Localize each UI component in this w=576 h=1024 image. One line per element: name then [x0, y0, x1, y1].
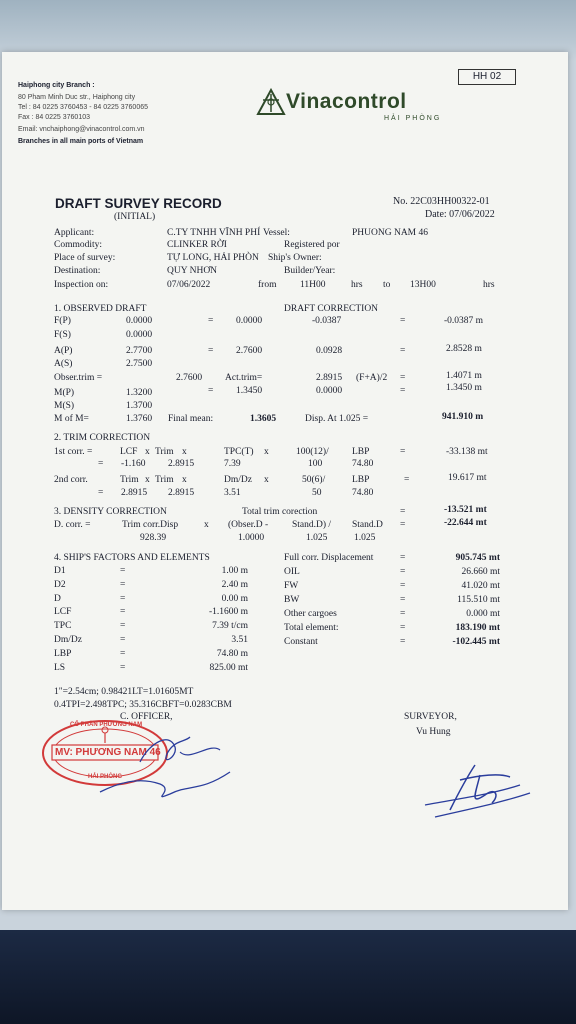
element-value: 26.660 mt [461, 567, 500, 577]
equals-sign: = [120, 635, 126, 645]
from-value: 11H00 [300, 280, 326, 290]
mom-value: 1.3760 [126, 414, 153, 424]
record-title: DRAFT SURVEY RECORD [55, 196, 222, 211]
background-table [0, 930, 576, 1024]
branch-email: Email: vnchaiphong@vinacontrol.com.vn [18, 126, 145, 133]
second-corr-label: 2nd corr. [54, 475, 88, 485]
element-label: FW [284, 581, 299, 591]
trim-heading: 2. TRIM CORRECTION [54, 433, 151, 443]
equals-sign: = [400, 346, 406, 356]
vessel-label: Vessel: [263, 228, 290, 238]
element-value: 905.745 mt [455, 553, 500, 563]
equals-sign: = [400, 553, 406, 563]
equals-sign: = [120, 579, 126, 590]
vessel-value: PHUONG NAM 46 [352, 228, 429, 238]
factor-value: 1.00 m [221, 566, 248, 576]
first-term: x [145, 447, 150, 457]
d-stand: Stand.D) / [292, 520, 332, 530]
inspection-value: 07/06/2022 [167, 280, 211, 290]
equals-sign: = [208, 316, 214, 326]
branch-list: Branches in all main ports of Vietnam [18, 138, 144, 145]
equals-sign: = [400, 386, 406, 396]
equals-sign: = [120, 621, 126, 632]
element-label: Total element: [284, 623, 339, 633]
equals-sign: = [120, 593, 126, 604]
act-trim-value: 2.8915 [316, 373, 343, 383]
owner-label: Ship's Owner: [268, 253, 322, 263]
first-lbp-label: LBP [352, 447, 370, 457]
equals-sign: = [400, 507, 406, 517]
factor-value: 3.51 [231, 635, 248, 645]
officer-signature [80, 722, 250, 812]
factor-label: LS [54, 662, 66, 673]
second-value: 2.8915 [121, 488, 148, 498]
f-mean: 0.0000 [236, 316, 263, 326]
logo-sub: HẢI PHÒNG [384, 115, 442, 122]
second-term: Trim [120, 475, 139, 485]
equals-sign: = [120, 566, 126, 576]
m-correction: 0.0000 [316, 386, 343, 396]
fp-label: F(P) [54, 316, 71, 326]
equals-sign: = [400, 567, 406, 577]
hrs-label-2: hrs [483, 280, 495, 290]
second-value: 3.51 [224, 488, 241, 498]
branch-name: Haiphong city Branch : [18, 82, 95, 89]
builder-label: Builder/Year: [284, 266, 336, 276]
equals-sign: = [400, 609, 406, 619]
first-term: LCF [120, 447, 138, 457]
act-trim-label: Act.trim= [225, 373, 263, 383]
element-value: 0.000 mt [466, 609, 500, 619]
factor-value: 7.39 t/cm [212, 621, 248, 632]
d-obs: (Obser.D - [228, 520, 269, 530]
equals-sign: = [400, 637, 406, 647]
second-term: x [182, 475, 187, 485]
surveyor-label: SURVEYOR, [404, 712, 457, 722]
d-corr-result: -22.644 mt [444, 518, 487, 528]
first-term: x [264, 447, 269, 457]
as-label: A(S) [54, 359, 73, 369]
stamp-bottom-text: HẢI PHÒNG [88, 774, 123, 780]
element-label: BW [284, 595, 300, 605]
ms-value: 1.3700 [126, 401, 153, 411]
factor-value: 825.00 mt [209, 662, 248, 673]
second-term: Trim [155, 475, 174, 485]
first-value: -1.160 [121, 459, 146, 469]
m-mean: 1.3450 [236, 386, 263, 396]
second-frac: 50(6)/ [302, 475, 326, 485]
destination-value: QUY NHƠN [167, 266, 218, 276]
first-den: 100 [308, 459, 323, 469]
as-value: 2.7500 [126, 359, 153, 369]
equals-sign: = [208, 386, 214, 396]
place-value: TỰ LONG, HẢI PHÒN [167, 253, 259, 263]
second-term: x [145, 475, 150, 485]
conversion-line-2: 0.4TPI=2.498TPC; 35.316CBFT=0.0283CBM [54, 700, 232, 710]
second-term: x [264, 475, 269, 485]
f-result: -0.0387 m [444, 316, 484, 326]
m-result: 1.3450 m [446, 383, 482, 393]
equals-sign: = [208, 346, 214, 356]
observed-heading: 1. OBSERVED DRAFT [54, 304, 147, 314]
first-term: x [182, 447, 187, 457]
second-value: 2.8915 [168, 488, 195, 498]
obs-trim-value: 2.7600 [176, 373, 203, 383]
record-number: No. 22C03HH00322-01 [393, 196, 490, 207]
record-subtitle: (INITIAL) [114, 212, 156, 222]
a-correction: 0.0928 [316, 346, 343, 356]
fs-label: F(S) [54, 330, 71, 340]
d-value: 1.0000 [238, 533, 265, 543]
mp-value: 1.3200 [126, 388, 153, 398]
a-result: 2.8528 m [446, 344, 482, 354]
equals-sign: = [120, 662, 126, 673]
factor-label: TPC [54, 621, 72, 632]
fa2-result: 1.4071 m [446, 371, 482, 381]
equals-sign: = [400, 581, 406, 591]
equals-sign: = [400, 447, 406, 457]
total-trim-label: Total trim corection [242, 507, 318, 517]
equals-sign: = [400, 623, 406, 633]
first-corr-label: 1st corr. = [54, 447, 93, 457]
factor-value: 74.80 m [216, 648, 248, 659]
first-value: 2.8915 [168, 459, 195, 469]
logo-name: Vinacontrol [286, 90, 407, 113]
equals-sign: = [98, 488, 104, 498]
to-value: 13H00 [410, 280, 436, 290]
officer-label: C. OFFICER, [120, 712, 173, 722]
correction-heading: DRAFT CORRECTION [284, 304, 379, 314]
factors-heading: 4. SHIP'S FACTORS AND ELEMENTS [54, 553, 210, 563]
d-times: x [204, 520, 209, 530]
disp-label: Disp. At 1.025 = [305, 414, 369, 424]
mom-label: M of M= [54, 414, 89, 424]
equals-sign: = [98, 459, 104, 469]
second-den: 50 [312, 488, 322, 498]
element-label: Other cargoes [284, 609, 337, 619]
factor-label: Dm/Dz [54, 635, 82, 645]
first-corr-result: -33.138 mt [446, 447, 488, 457]
d-value: 1.025 [354, 533, 376, 543]
fa2-label: (F+A)/2 [356, 373, 388, 383]
second-lbp-value: 74.80 [352, 488, 374, 498]
first-frac: 100(12)/ [296, 447, 329, 457]
element-value: 115.510 mt [457, 595, 500, 605]
page-code: HH 02 [458, 69, 516, 85]
factor-label: D [54, 593, 61, 604]
conversion-line-1: 1"=2.54cm; 0.98421LT=1.01605MT [54, 687, 194, 697]
disp-value: 941.910 m [442, 412, 484, 422]
record-date: Date: 07/06/2022 [425, 209, 495, 220]
factor-label: LCF [54, 607, 72, 618]
factor-value: 0.00 m [221, 593, 248, 604]
stamp-ship-text: MV: PHƯƠNG NAM 46 [55, 747, 161, 758]
element-value: 183.190 mt [455, 623, 500, 633]
final-mean-label: Final mean: [168, 414, 214, 424]
first-value: 7.39 [224, 459, 241, 469]
from-label: from [258, 280, 277, 290]
surveyor-name: Vu Hung [416, 727, 451, 737]
equals-sign: = [400, 520, 406, 530]
d-corr-label: D. corr. = [54, 520, 91, 530]
equals-sign: = [120, 607, 126, 618]
first-lbp-value: 74.80 [352, 459, 374, 469]
final-mean-value: 1.3605 [250, 414, 277, 424]
element-label: Constant [284, 637, 318, 647]
hrs-label-1: hrs [351, 280, 363, 290]
place-label: Place of survey: [54, 253, 116, 263]
registered-label: Registered por [284, 240, 340, 250]
applicant-value: C.TY TNHH VĨNH PHÍ [167, 228, 261, 238]
fp-value: 0.0000 [126, 316, 153, 326]
commodity-value: CLINKER RỜI [167, 240, 227, 250]
element-value: 41.020 mt [461, 581, 500, 591]
stamp-top-text: CỔ PHẦN PHƯƠNG NAM [70, 722, 143, 728]
equals-sign: = [400, 373, 406, 383]
destination-label: Destination: [54, 266, 101, 276]
factor-label: LBP [54, 648, 72, 659]
second-lbp-label: LBP [352, 475, 370, 485]
branch-address: 80 Pham Minh Duc str., Haiphong city [18, 94, 136, 101]
fs-value: 0.0000 [126, 330, 153, 340]
equals-sign: = [404, 475, 410, 485]
d-value: 1.025 [306, 533, 328, 543]
element-label: Full corr. Displacement [284, 553, 374, 563]
ms-label: M(S) [54, 401, 75, 411]
obs-trim-label: Obser.trim = [54, 373, 103, 383]
total-trim-result: -13.521 mt [444, 505, 487, 515]
d-formula: Trim corr.Disp [122, 520, 179, 530]
factor-value: -1.1600 m [208, 607, 248, 618]
factor-label: D1 [54, 566, 66, 576]
ap-value: 2.7700 [126, 346, 153, 356]
factor-value: 2.40 m [221, 579, 248, 590]
factor-label: D2 [54, 579, 66, 590]
element-label: OIL [284, 567, 300, 577]
element-value: -102.445 mt [452, 637, 500, 647]
a-mean: 2.7600 [236, 346, 263, 356]
density-heading: 3. DENSITY CORRECTION [54, 507, 167, 517]
branch-tel: Tel : 84 0225 3760453 - 84 0225 3760065 [18, 104, 149, 111]
first-term: Trim [155, 447, 174, 457]
to-label: to [383, 280, 391, 290]
ap-label: A(P) [54, 346, 73, 356]
surveyor-signature [420, 755, 540, 835]
mp-label: M(P) [54, 388, 75, 398]
scales-icon [256, 88, 286, 116]
first-term: TPC(T) [224, 447, 254, 457]
d-stand-2: Stand.D [352, 520, 383, 530]
second-term: Dm/Dz [224, 475, 252, 485]
commodity-label: Commodity: [54, 240, 103, 250]
equals-sign: = [400, 595, 406, 605]
equals-sign: = [120, 648, 126, 659]
d-disp: 928.39 [140, 533, 167, 543]
applicant-label: Applicant: [54, 228, 95, 238]
second-corr-result: 19.617 mt [448, 473, 487, 483]
equals-sign: = [400, 316, 406, 326]
f-correction: -0.0387 [312, 316, 342, 326]
branch-fax: Fax : 84 0225 3760103 [18, 114, 91, 121]
inspection-label: Inspection on: [54, 280, 109, 290]
